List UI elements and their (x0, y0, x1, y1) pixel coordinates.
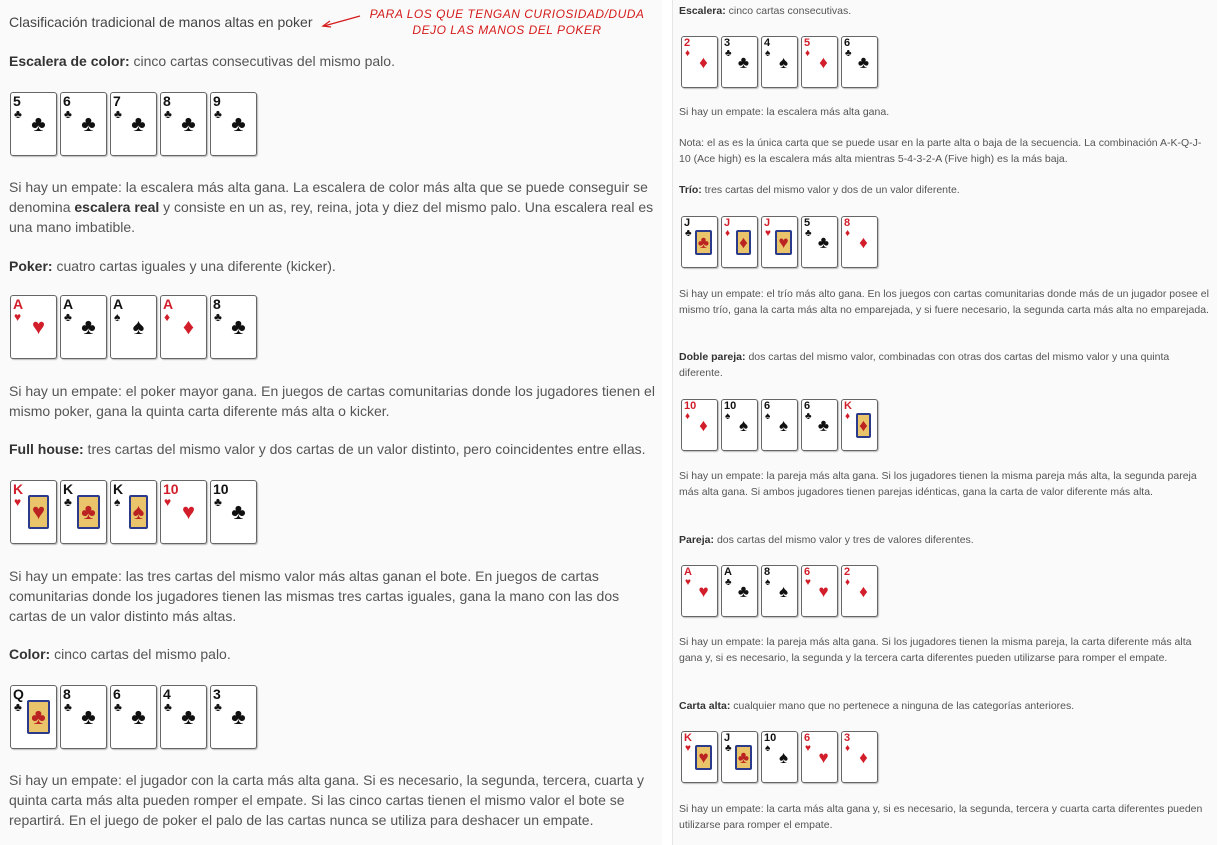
desc: dos cartas del mismo valor, combinadas con otras dos cartas del mismo valor y una quinta diferente. (679, 351, 1170, 379)
card-suit-icon: ♠ (765, 577, 771, 588)
card-suit-icon: ♦ (845, 577, 851, 588)
label: Color: (9, 646, 51, 662)
card-rank: 10 (724, 400, 737, 412)
card-face-icon (802, 217, 837, 267)
card-suit-icon: ♠ (114, 310, 121, 324)
card-face-icon (722, 37, 757, 87)
playing-card (801, 399, 838, 451)
color-heading (9, 644, 659, 664)
doble-pareja-heading (679, 349, 1211, 381)
card-rank: K (844, 400, 852, 412)
card-face-icon (161, 93, 206, 155)
playing-card (110, 92, 157, 156)
card-face-icon (722, 732, 757, 782)
playing-card (681, 399, 718, 451)
full-house-heading (9, 439, 659, 459)
playing-card (721, 36, 758, 88)
card-center-suit-icon: ♠ (129, 495, 149, 529)
card-rank: 6 (804, 732, 811, 744)
card-suit-icon: ♦ (805, 48, 811, 59)
card-rank: 2 (844, 566, 851, 578)
playing-card (841, 399, 878, 451)
card-suit-icon: ♣ (214, 107, 222, 121)
label: Pareja: (679, 534, 715, 546)
desc: tres cartas del mismo valor y dos de un valor diferente. (701, 184, 960, 196)
card-rank: 5 (804, 217, 811, 229)
card-suit-icon: ♣ (14, 107, 22, 121)
note-line-2: DEJO LAS MANOS DEL POKER (412, 23, 602, 37)
label: Poker: (9, 258, 53, 274)
card-row (681, 565, 878, 617)
card-row (10, 92, 257, 156)
playing-card (10, 480, 57, 544)
card-rank: 10 (684, 400, 697, 412)
card-face-icon (111, 93, 156, 155)
playing-card (210, 685, 257, 749)
card-face-icon (61, 481, 106, 543)
carta-alta-heading (679, 698, 1211, 714)
playing-card (801, 565, 838, 617)
playing-card (841, 216, 878, 268)
card-rank: K (13, 481, 24, 497)
card-rank: A (684, 566, 692, 578)
playing-card (721, 216, 758, 268)
card-suit-icon: ♣ (805, 411, 812, 422)
card-center-suit-icon: ♣ (231, 111, 246, 136)
card-suit-icon: ♣ (845, 48, 852, 59)
doble-pareja-tie: Si hay un empate: la pareja más alta gana. Si los jugadores tienen la misma pareja más alta, la segunda pareja más alta gana. Si ambos jugadores tienen parejas idénticas, gana la carta de valor diferente más alta. (679, 470, 1197, 498)
card-center-suit-icon: ♣ (231, 499, 246, 524)
pareja-heading (679, 532, 1211, 548)
card-suit-icon: ♥ (164, 495, 172, 509)
label: Escalera: (679, 5, 726, 17)
card-face-icon (762, 400, 797, 450)
card-center-suit-icon: ♣ (81, 314, 96, 339)
playing-card (10, 295, 57, 359)
card-face-icon (842, 400, 877, 450)
card-row (10, 480, 257, 544)
card-rank: A (63, 296, 74, 312)
playing-card (841, 731, 878, 783)
card-suit-icon: ♥ (685, 743, 691, 754)
card-face-icon (682, 566, 717, 616)
card-center-suit-icon: ♣ (857, 52, 870, 72)
card-face-icon (722, 217, 757, 267)
card-rank: 9 (213, 93, 221, 109)
card-center-suit-icon: ♠ (778, 52, 789, 72)
card-rank: 4 (163, 686, 171, 702)
card-suit-icon: ♦ (845, 743, 851, 754)
card-rank: A (724, 566, 732, 578)
card-rank: K (63, 481, 74, 497)
card-suit-icon: ♣ (64, 107, 72, 121)
label: Full house: (9, 441, 84, 457)
card-rank: 6 (804, 566, 811, 578)
card-center-suit-icon: ♥ (818, 581, 829, 601)
playing-card (761, 216, 798, 268)
card-suit-icon: ♣ (64, 495, 72, 509)
card-face-icon (61, 296, 106, 358)
card-rank: 10 (163, 481, 179, 497)
playing-card (761, 399, 798, 451)
card-suit-icon: ♣ (214, 700, 222, 714)
card-suit-icon: ♦ (725, 228, 731, 239)
card-face-icon (61, 93, 106, 155)
card-rank: K (684, 732, 692, 744)
card-center-suit-icon: ♣ (695, 230, 712, 255)
desc: cuatro cartas iguales y una diferente (kicker). (52, 258, 336, 274)
card-center-suit-icon: ♦ (699, 415, 708, 435)
card-suit-icon: ♣ (805, 228, 812, 239)
card-center-suit-icon: ♣ (231, 314, 246, 339)
poker-tie: Si hay un empate: el poker mayor gana. En juegos de cartas comunitarias donde los jugadores tienen el mismo poker, gana la quinta carta diferente más alta o kicker. (9, 383, 655, 419)
tie-text: Si hay un empate: la escalera más alta gana. La escalera de color más alta que se puede conseguir se denomina (9, 179, 648, 215)
card-rank: 8 (764, 566, 771, 578)
card-face-icon (802, 566, 837, 616)
card-suit-icon: ♣ (14, 700, 22, 714)
card-suit-icon: ♥ (14, 495, 22, 509)
card-face-icon (161, 686, 206, 748)
playing-card (10, 92, 57, 156)
card-center-suit-icon: ♣ (27, 700, 49, 734)
escalera-nota: Nota: el as es la única carta que se puede usar en la parte alta o baja de la secuencia. La combinación A-K-Q-J-10 (Ace high) es la escalera más alta mientras 5-4-3-2-A (Five high) es la más baja. (679, 137, 1202, 165)
card-face-icon (722, 400, 757, 450)
card-face-icon (802, 732, 837, 782)
card-center-suit-icon: ♣ (77, 495, 99, 529)
card-face-icon (11, 296, 56, 358)
card-suit-icon: ♣ (64, 310, 72, 324)
card-rank: J (724, 732, 731, 744)
desc: cualquier mano que no pertenece a ninguna de las categorías anteriores. (730, 700, 1075, 712)
playing-card (210, 295, 257, 359)
card-rank: 6 (804, 400, 811, 412)
card-row (681, 36, 878, 88)
card-suit-icon: ♣ (164, 700, 172, 714)
card-center-suit-icon: ♠ (778, 415, 789, 435)
playing-card (160, 92, 207, 156)
card-center-suit-icon: ♣ (817, 232, 830, 252)
playing-card (160, 480, 207, 544)
card-rank: K (113, 481, 124, 497)
playing-card (110, 685, 157, 749)
card-center-suit-icon: ♥ (818, 747, 829, 767)
pareja-tie: Si hay un empate: la pareja más alta gana. Si los jugadores tienen la misma pareja, la carta diferente más alta gana y, si es necesario, la segunda y la tercera carta diferentes pueden utilizarse para romper el empate. (679, 636, 1192, 664)
playing-card (801, 731, 838, 783)
full-house-tie: Si hay un empate: las tres cartas del mismo valor más altas ganan el bote. En juegos de cartas comunitarias donde los jugadores tienen las mismas tres cartas iguales, gana la mano con las dos cartas de un valor distinto más altas. (9, 568, 620, 624)
card-suit-icon: ♣ (114, 700, 122, 714)
card-rank: 10 (764, 732, 777, 744)
playing-card (681, 216, 718, 268)
playing-card (160, 685, 207, 749)
card-center-suit-icon: ♥ (775, 230, 791, 255)
card-row (681, 731, 878, 783)
card-face-icon (802, 37, 837, 87)
card-suit-icon: ♠ (765, 411, 771, 422)
label: Carta alta: (679, 700, 731, 712)
card-rank: 5 (13, 93, 21, 109)
playing-card (721, 399, 758, 451)
card-suit-icon: ♥ (805, 577, 811, 588)
card-center-suit-icon: ♦ (699, 52, 708, 72)
card-face-icon (762, 566, 797, 616)
card-suit-icon: ♥ (805, 743, 811, 754)
card-rank: 8 (213, 296, 221, 312)
label: Trío: (679, 184, 702, 196)
label: Doble pareja: (679, 351, 746, 363)
trio-heading (679, 182, 1211, 198)
playing-card (761, 36, 798, 88)
card-center-suit-icon: ♣ (131, 111, 146, 136)
escalera-real-term: escalera real (74, 199, 160, 215)
playing-card (110, 480, 157, 544)
card-rank: 4 (764, 37, 771, 49)
escalera-heading (679, 3, 1211, 19)
page-title: Clasificación tradicional de manos altas en poker (9, 14, 313, 30)
card-rank: A (13, 296, 24, 312)
playing-card (721, 565, 758, 617)
card-suit-icon: ♦ (685, 48, 691, 59)
desc: cinco cartas consecutivas. (725, 5, 852, 17)
escalera-color-tie (9, 177, 659, 237)
poker-heading (9, 256, 659, 276)
card-suit-icon: ♣ (214, 310, 222, 324)
desc: dos cartas del mismo valor y tres de valores diferentes. (714, 534, 974, 546)
playing-card (841, 36, 878, 88)
playing-card (60, 685, 107, 749)
curiosity-note (362, 6, 652, 38)
card-face-icon (762, 217, 797, 267)
card-face-icon (211, 481, 256, 543)
card-rank: 3 (724, 37, 731, 49)
card-center-suit-icon: ♣ (817, 415, 830, 435)
card-center-suit-icon: ♥ (698, 581, 709, 601)
arrow-icon (318, 12, 362, 30)
card-face-icon (682, 217, 717, 267)
card-rank: J (724, 217, 731, 229)
card-rank: 7 (113, 93, 121, 109)
card-face-icon (11, 481, 56, 543)
card-row (10, 295, 257, 359)
card-rank: 2 (684, 37, 691, 49)
card-center-suit-icon: ♣ (181, 704, 196, 729)
card-suit-icon: ♦ (845, 228, 851, 239)
card-center-suit-icon: ♣ (31, 111, 46, 136)
card-suit-icon: ♠ (765, 743, 771, 754)
card-face-icon (842, 732, 877, 782)
card-suit-icon: ♠ (765, 48, 771, 59)
card-rank: 6 (844, 37, 851, 49)
card-center-suit-icon: ♣ (737, 581, 750, 601)
card-center-suit-icon: ♠ (778, 747, 789, 767)
tie-text-end: y consiste en un as, rey, reina, jota y diez del mismo palo. Una escalera real es una mano imbatible. (9, 199, 654, 235)
card-face-icon (161, 481, 206, 543)
card-center-suit-icon: ♣ (231, 704, 246, 729)
card-center-suit-icon: ♥ (181, 499, 196, 524)
desc: tres cartas del mismo valor y dos cartas de un valor distinto, pero coincidentes entre ellas. (83, 441, 646, 457)
carta-alta-tie: Si hay un empate: la carta más alta gana y, si es necesario, la segunda, tercera y cuarta carta diferentes pueden utilizarse para romper el empate. (679, 803, 1203, 831)
playing-card (210, 480, 257, 544)
card-face-icon (762, 37, 797, 87)
card-suit-icon: ♠ (725, 411, 731, 422)
card-center-suit-icon: ♦ (859, 747, 868, 767)
card-face-icon (111, 296, 156, 358)
card-rank: 3 (213, 686, 221, 702)
playing-card (761, 565, 798, 617)
playing-card (681, 731, 718, 783)
card-face-icon (842, 217, 877, 267)
card-face-icon (211, 296, 256, 358)
card-suit-icon: ♥ (14, 310, 22, 324)
playing-card (801, 36, 838, 88)
card-face-icon (61, 686, 106, 748)
card-suit-icon: ♣ (725, 577, 732, 588)
card-face-icon (682, 400, 717, 450)
playing-card (841, 565, 878, 617)
label: Escalera de color: (9, 53, 130, 69)
card-suit-icon: ♥ (765, 228, 771, 239)
playing-card (60, 295, 107, 359)
card-face-icon (211, 686, 256, 748)
card-center-suit-icon: ♣ (131, 704, 146, 729)
card-face-icon (161, 296, 206, 358)
playing-card (60, 480, 107, 544)
card-center-suit-icon: ♠ (778, 581, 789, 601)
note-line-1: PARA LOS QUE TENGAN CURIOSIDAD/DUDA (369, 7, 645, 21)
escalera-color-heading (9, 51, 659, 71)
card-center-suit-icon: ♦ (182, 314, 195, 339)
card-face-icon (682, 732, 717, 782)
card-suit-icon: ♣ (725, 743, 732, 754)
escalera-tie: Si hay un empate: la escalera más alta gana. (679, 106, 890, 118)
card-center-suit-icon: ♣ (81, 111, 96, 136)
card-suit-icon: ♦ (164, 310, 171, 324)
card-face-icon (722, 566, 757, 616)
playing-card (210, 92, 257, 156)
card-face-icon (842, 566, 877, 616)
card-face-icon (802, 400, 837, 450)
card-face-icon (111, 686, 156, 748)
card-rank: 5 (804, 37, 811, 49)
card-center-suit-icon: ♠ (738, 415, 749, 435)
card-rank: 10 (213, 481, 229, 497)
desc: cinco cartas consecutivas del mismo palo. (129, 53, 395, 69)
color-tie: Si hay un empate: el jugador con la carta más alta gana. Si es necesario, la segunda, tercera, cuarta y quinta carta más alta pueden romper el empate. Si las cinco cartas tienen el mismo valor el bote se repartirá. En el juego de poker el palo de las cartas nunca se utiliza para deshacer un empate. (9, 772, 645, 828)
card-suit-icon: ♣ (114, 107, 122, 121)
desc: cinco cartas del mismo palo. (50, 646, 231, 662)
card-suit-icon: ♥ (685, 577, 691, 588)
card-center-suit-icon: ♥ (695, 745, 711, 770)
card-face-icon (762, 732, 797, 782)
card-suit-icon: ♠ (114, 495, 121, 509)
card-center-suit-icon: ♦ (736, 230, 751, 255)
card-center-suit-icon: ♣ (81, 704, 96, 729)
card-suit-icon: ♦ (685, 411, 691, 422)
playing-card (681, 36, 718, 88)
card-face-icon (11, 93, 56, 155)
card-center-suit-icon: ♣ (735, 745, 752, 770)
playing-card (110, 295, 157, 359)
card-rank: A (163, 296, 174, 312)
card-suit-icon: ♣ (164, 107, 172, 121)
playing-card (60, 92, 107, 156)
card-rank: J (684, 217, 691, 229)
card-face-icon (211, 93, 256, 155)
card-center-suit-icon: ♣ (181, 111, 196, 136)
card-rank: 6 (113, 686, 121, 702)
card-center-suit-icon: ♦ (859, 232, 868, 252)
card-center-suit-icon: ♥ (28, 495, 49, 529)
card-suit-icon: ♣ (214, 495, 222, 509)
card-center-suit-icon: ♦ (859, 581, 868, 601)
card-center-suit-icon: ♣ (737, 52, 750, 72)
card-rank: 3 (844, 732, 851, 744)
card-center-suit-icon: ♦ (819, 52, 828, 72)
card-rank: J (764, 217, 771, 229)
card-face-icon (682, 37, 717, 87)
card-row (10, 685, 257, 749)
card-rank: Q (13, 686, 24, 702)
card-rank: 8 (844, 217, 851, 229)
card-rank: 8 (63, 686, 71, 702)
playing-card (160, 295, 207, 359)
card-center-suit-icon: ♠ (132, 314, 145, 339)
card-center-suit-icon: ♥ (31, 314, 46, 339)
card-suit-icon: ♣ (725, 48, 732, 59)
playing-card (761, 731, 798, 783)
card-suit-icon: ♣ (685, 228, 692, 239)
card-face-icon (111, 481, 156, 543)
card-face-icon (842, 37, 877, 87)
trio-tie: Si hay un empate: el trío más alto gana. En los juegos con cartas comunitarias donde más de un jugador posee el mismo trío, gana la carta más alta no emparejada, y si fuere necesario, la segunda carta más alta no emparejada. (679, 288, 1209, 316)
card-suit-icon: ♦ (845, 411, 851, 422)
card-row (681, 399, 878, 451)
card-rank: 8 (163, 93, 171, 109)
card-row (681, 216, 878, 268)
card-rank: 6 (764, 400, 771, 412)
card-rank: A (113, 296, 124, 312)
card-rank: 6 (63, 93, 71, 109)
playing-card (10, 685, 57, 749)
card-center-suit-icon: ♦ (856, 413, 871, 438)
playing-card (681, 565, 718, 617)
card-face-icon (11, 686, 56, 748)
playing-card (801, 216, 838, 268)
card-suit-icon: ♣ (64, 700, 72, 714)
playing-card (721, 731, 758, 783)
